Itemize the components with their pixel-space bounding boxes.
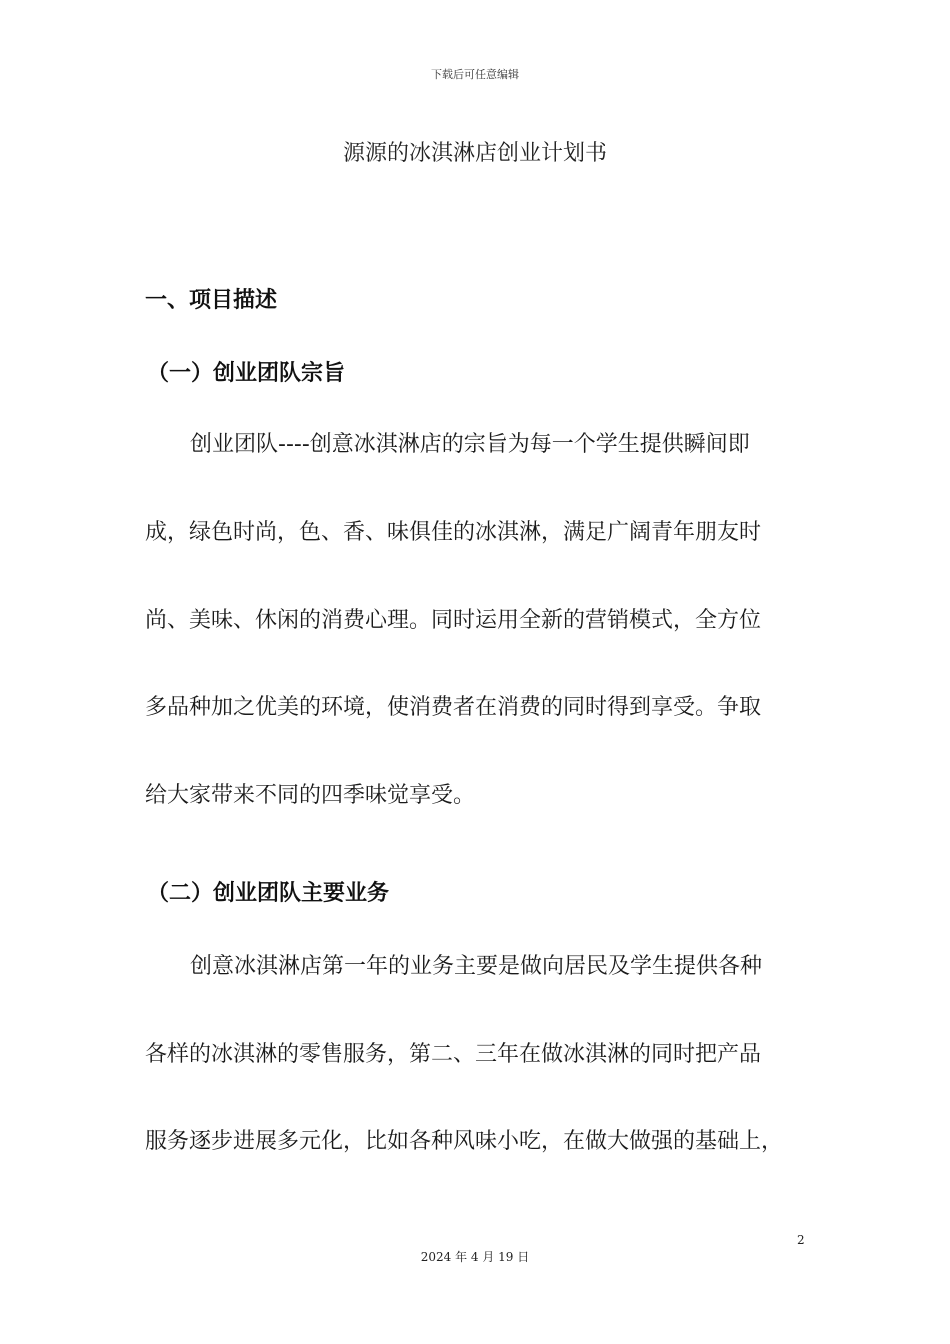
subsection-heading-team-mission: （一）创业团队宗旨	[147, 361, 346, 386]
document-title: 源源的冰淇淋店创业计划书	[342, 141, 607, 166]
paragraph-line: 多品种加之优美的环境，使消费者在消费的同时得到享受。争取	[145, 695, 762, 720]
paragraph-line: 各样的冰淇淋的零售服务，第二、三年在做冰淇淋的同时把产品	[145, 1042, 762, 1067]
page-number: 2	[797, 1233, 805, 1247]
paragraph-line: 创意冰淇淋店第一年的业务主要是做向居民及学生提供各种	[190, 954, 763, 979]
paragraph-line: 尚、美味、休闲的消费心理。同时运用全新的营销模式，全方位	[145, 608, 762, 633]
footer-date: 2024 年 4 月 19 日	[420, 1250, 530, 1264]
paragraph-line: 给大家带来不同的四季味觉享受。	[145, 783, 476, 808]
subsection-heading-main-business: （二）创业团队主要业务	[147, 881, 390, 906]
paragraph-line: 服务逐步进展多元化，比如各种风味小吃，在做大做强的基础上，	[145, 1129, 784, 1154]
section-heading-project-description: 一、项目描述	[145, 288, 278, 313]
header-note: 下载后可任意编辑	[431, 68, 519, 81]
paragraph-line: 创业团队----创意冰淇淋店的宗旨为每一个学生提供瞬间即	[190, 432, 750, 457]
paragraph-line: 成，绿色时尚，色、香、味俱佳的冰淇淋，满足广阔青年朋友时	[145, 520, 762, 545]
